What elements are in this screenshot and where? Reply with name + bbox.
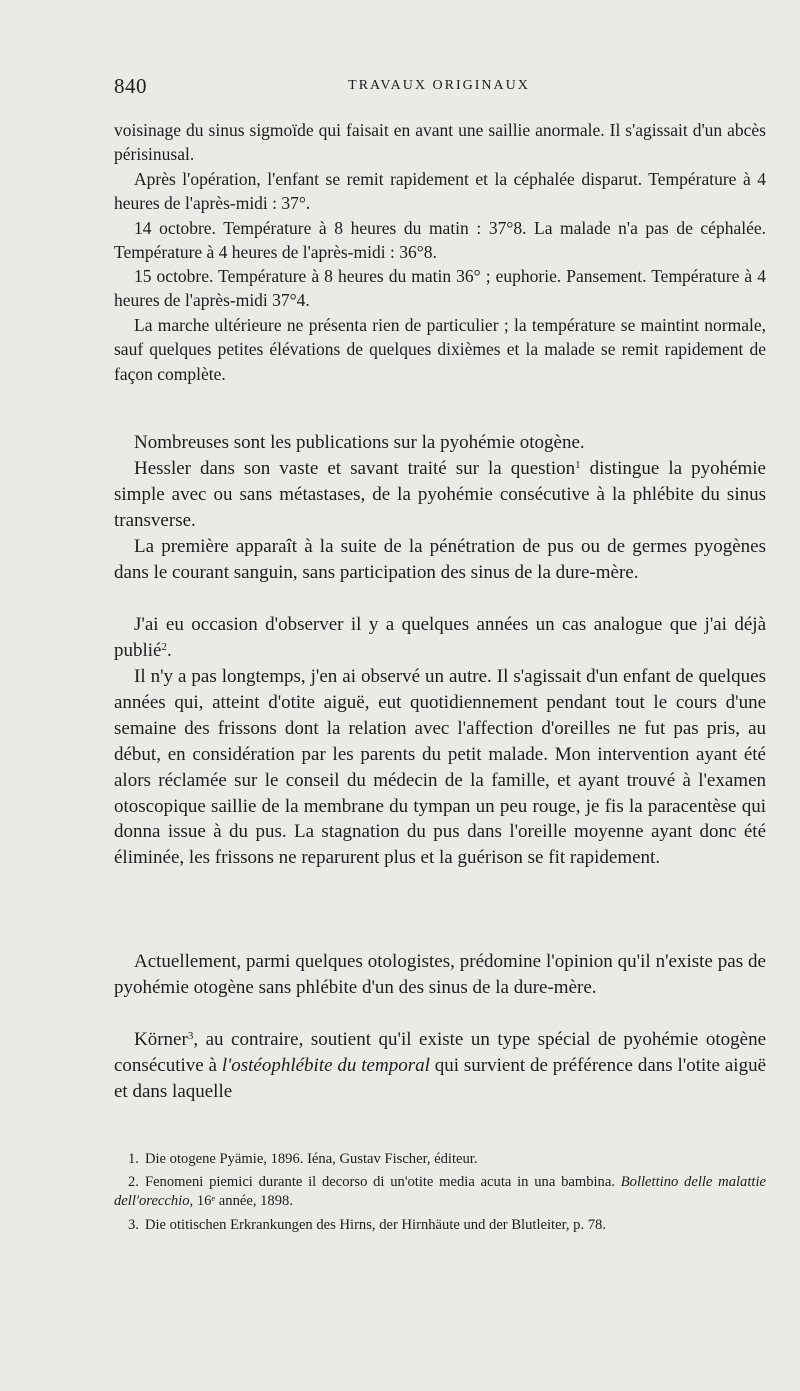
paragraph-7-text-b: distingue la pyohémie simple avec ou sans métastases, de la pyohémie consécutive à la phlébite du sinus transverse.	[114, 458, 766, 531]
paragraph-12-text-c: qui survient de préférence dans l'otite aiguë et dans laquelle	[114, 1054, 767, 1102]
footnote-3-text: Die otitischen Erkrankungen des Hirns, der Hirnhäute und der Blutleiter, p. 78.	[144, 1217, 606, 1233]
paragraph-8: La première apparaît à la suite de la pénétration de pus ou de germes pyogènes dans le courant sanguin, sans participation des sinus de la dure-mère.	[114, 536, 766, 583]
footnote-2-text-b: , 16ᵉ année, 1898.	[189, 1193, 293, 1210]
paragraph-12-italic: l'ostéophlébite du temporal	[221, 1054, 430, 1076]
paragraph-7	[114, 456, 766, 534]
paragraph-12-text-b: , au contraire, soutient qu'il existe un type spécial de pyohémie otogène consécutive à	[114, 1029, 766, 1076]
paragraph-9	[114, 612, 766, 664]
running-head: TRAVAUX ORIGINAUX	[348, 78, 530, 93]
footnote-2-journal: Bollettino delle malattie dell'orecchio	[114, 1174, 766, 1210]
page-number: 840	[114, 74, 147, 98]
footnote-1	[114, 1150, 766, 1169]
footnote-ref-3: 3	[187, 1030, 194, 1042]
page-header	[114, 74, 764, 102]
paragraph-6: Nombreuses sont les publications sur la pyohémie otogène.	[134, 432, 585, 453]
footnote-ref-2: 2	[161, 640, 167, 653]
footnote-3	[114, 1216, 766, 1235]
paragraph-11: Actuellement, parmi quelques otologistes, prédomine l'opinion qu'il n'existe pas de pyohémie otogène sans phlébite d'un des sinus de la dure-mère.	[114, 951, 766, 998]
paragraph-4: 15 octobre. Température à 8 heures du matin 36° ; euphorie. Pansement. Température à 4 heures de l'après-midi 37°4.	[114, 266, 766, 311]
footnote-ref-1: 1	[575, 459, 581, 471]
paragraph-3: 14 octobre. Température à 8 heures du matin : 37°8. La malade n'a pas de céphalée. Température à 4 heures de l'après-midi : 36°8.	[114, 218, 766, 263]
paragraph-5: La marche ultérieure ne présenta rien de particulier ; la température se maintint normale, sauf quelques petites élévations de quelques dixièmes et la malade se remit rapidement de façon complète.	[114, 315, 766, 384]
paragraph-2: Après l'opération, l'enfant se remit rapidement et la céphalée disparut. Température à 4 heures de l'après-midi : 37°.	[114, 169, 766, 214]
footnote-2-number: 2.	[128, 1174, 139, 1190]
footnote-1-text: Die otogene Pyämie, 1896. Iéna, Gustav Fischer, éditeur.	[144, 1151, 478, 1167]
paragraph-7-text-a: Hessler dans son vaste et savant traité sur la question	[134, 458, 576, 479]
paragraph-9-text-a: J'ai eu occasion d'observer il y a quelques années un cas analogue que j'ai déjà publié	[114, 614, 766, 661]
paragraph-10: Il n'y a pas longtemps, j'en ai observé un autre. Il s'agissait d'un enfant de quelques années qui, atteint d'otite aiguë, eut quotidiennement pendant tout le cours d'une semaine des frissons dont la relation avec l'affection d'oreilles ne fut pas pris, au début, en considération par les parents du petit malade. Mon intervention ayant été alors réclamée sur le conseil du médecin de la famille, et ayant trouvé à l'examen otoscopique saillie de la membrane du tympan un peu rouge, je fis la paracentèse qui donna issue à du pus. La stagnation du pus dans l'oreille moyenne ayant donc été éliminée, les frissons ne reparurent plus et la guérison se fit rapidement.	[114, 666, 766, 869]
footnote-2	[114, 1173, 766, 1211]
footnote-2-text-a: Fenomeni piemici durante il decorso di un'otite media acuta in una bambina.	[144, 1174, 621, 1190]
footnote-1-number: 1.	[128, 1151, 139, 1167]
paragraph-9-text-b: .	[167, 639, 172, 661]
paragraph-1: voisinage du sinus sigmoïde qui faisait en avant une saillie anormale. Il s'agissait d'un abcès périsinusal.	[114, 120, 766, 165]
footnote-3-number: 3.	[128, 1217, 139, 1233]
paragraph-12	[114, 1027, 766, 1105]
paragraph-12-text-a: Körner	[134, 1029, 188, 1050]
